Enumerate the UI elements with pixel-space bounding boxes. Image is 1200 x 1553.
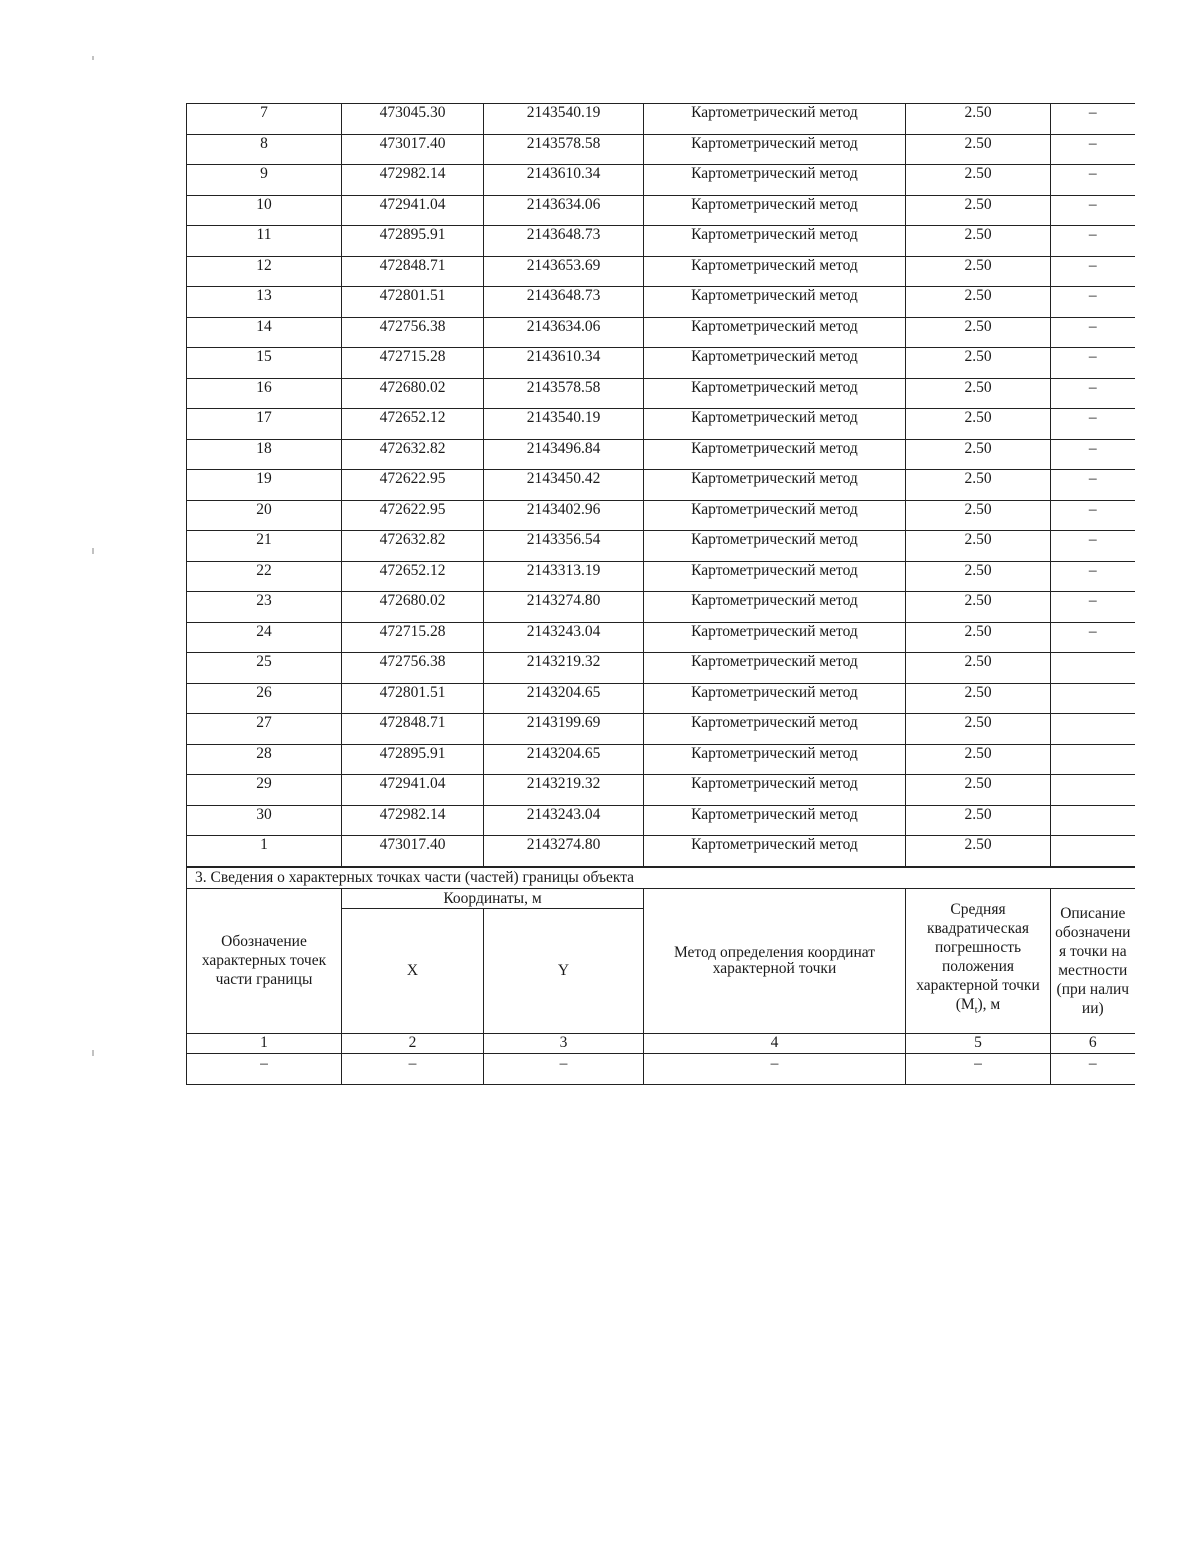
coord-y-cell: 2143634.06 (484, 317, 644, 348)
description-cell: – (1051, 134, 1135, 165)
coord-x-cell: 472848.71 (342, 256, 484, 287)
header-method: Метод определения координат характерной точки (644, 888, 906, 1033)
mean-error-cell: 2.50 (906, 622, 1051, 653)
description-cell: – (1051, 165, 1135, 196)
point-number-cell: 19 (187, 470, 342, 501)
point-number-cell: 11 (187, 226, 342, 257)
point-number-cell: 1 (187, 836, 342, 867)
method-cell: Картометрический метод (644, 104, 906, 135)
coord-y-cell: 2143243.04 (484, 622, 644, 653)
method-cell: Картометрический метод (644, 592, 906, 623)
coord-y-cell: 2143356.54 (484, 531, 644, 562)
mean-error-cell: 2.50 (906, 226, 1051, 257)
coord-y-cell: 2143219.32 (484, 653, 644, 684)
header-y: Y (484, 908, 644, 1033)
mean-error-cell: 2.50 (906, 500, 1051, 531)
description-cell: – (1051, 378, 1135, 409)
coord-y-cell: 2143540.19 (484, 104, 644, 135)
coord-x-cell: 472632.82 (342, 531, 484, 562)
mean-error-cell: 2.50 (906, 378, 1051, 409)
mean-error-cell: 2.50 (906, 104, 1051, 135)
method-cell: Картометрический метод (644, 287, 906, 318)
table-row (187, 195, 1135, 226)
description-cell: – (1051, 470, 1135, 501)
section3-title: 3. Сведения о характерных точках части (частей) границы объекта (187, 867, 1135, 888)
method-cell: Картометрический метод (644, 165, 906, 196)
method-cell: Картометрический метод (644, 500, 906, 531)
section3-table (186, 867, 1135, 1085)
description-cell (1051, 683, 1135, 714)
method-cell: Картометрический метод (644, 653, 906, 684)
table-row (187, 439, 1135, 470)
point-number-cell: 15 (187, 348, 342, 379)
mean-error-cell: 2.50 (906, 653, 1051, 684)
coord-x-cell: 472982.14 (342, 165, 484, 196)
point-number-cell: 21 (187, 531, 342, 562)
point-number-cell: 28 (187, 744, 342, 775)
header-x: X (342, 908, 484, 1033)
coord-x-cell: 472941.04 (342, 775, 484, 806)
coord-x-cell: 472756.38 (342, 653, 484, 684)
method-cell: Картометрический метод (644, 622, 906, 653)
boundary-points-table (186, 103, 1135, 867)
method-cell: Картометрический метод (644, 561, 906, 592)
table-row (187, 836, 1135, 867)
point-number-cell: 17 (187, 409, 342, 440)
description-cell (1051, 775, 1135, 806)
table-row (187, 226, 1135, 257)
coord-y-cell: 2143219.32 (484, 775, 644, 806)
empty-cell: – (187, 1053, 342, 1084)
mean-error-cell: 2.50 (906, 775, 1051, 806)
mean-error-cell: 2.50 (906, 714, 1051, 745)
description-cell: – (1051, 622, 1135, 653)
description-cell: – (1051, 561, 1135, 592)
table-row (187, 775, 1135, 806)
mean-error-cell: 2.50 (906, 409, 1051, 440)
mean-error-cell: 2.50 (906, 256, 1051, 287)
method-cell: Картометрический метод (644, 226, 906, 257)
coord-x-cell: 473017.40 (342, 836, 484, 867)
mean-error-cell: 2.50 (906, 195, 1051, 226)
point-number-cell: 24 (187, 622, 342, 653)
header-coordinates: Координаты, м (342, 888, 644, 908)
empty-cell: – (906, 1053, 1051, 1084)
coord-y-cell: 2143450.42 (484, 470, 644, 501)
point-number-cell: 16 (187, 378, 342, 409)
coord-x-cell: 472715.28 (342, 622, 484, 653)
coord-y-cell: 2143578.58 (484, 378, 644, 409)
coord-x-cell: 472848.71 (342, 714, 484, 745)
point-number-cell: 8 (187, 134, 342, 165)
column-number-3: 3 (484, 1033, 644, 1053)
description-cell: – (1051, 287, 1135, 318)
description-cell: – (1051, 226, 1135, 257)
coord-y-cell: 2143610.34 (484, 348, 644, 379)
mean-error-cell: 2.50 (906, 561, 1051, 592)
point-number-cell: 27 (187, 714, 342, 745)
coord-x-cell: 472622.95 (342, 470, 484, 501)
table-row (187, 378, 1135, 409)
method-cell: Картометрический метод (644, 836, 906, 867)
empty-cell: – (644, 1053, 906, 1084)
table-row (187, 531, 1135, 562)
coord-x-cell: 472895.91 (342, 226, 484, 257)
method-cell: Картометрический метод (644, 134, 906, 165)
table-row (187, 561, 1135, 592)
coord-x-cell: 473045.30 (342, 104, 484, 135)
document-page (186, 103, 1134, 1085)
mean-error-cell: 2.50 (906, 683, 1051, 714)
method-cell: Картометрический метод (644, 805, 906, 836)
table-row (187, 256, 1135, 287)
table-row (187, 714, 1135, 745)
table-row (187, 744, 1135, 775)
point-number-cell: 23 (187, 592, 342, 623)
coord-x-cell: 472680.02 (342, 592, 484, 623)
description-cell: – (1051, 348, 1135, 379)
table-row (187, 317, 1135, 348)
table-row (187, 683, 1135, 714)
coord-y-cell: 2143634.06 (484, 195, 644, 226)
header-point-designation: Обозначение характерных точек части границы (187, 888, 342, 1033)
mean-error-cell: 2.50 (906, 592, 1051, 623)
mean-error-cell: 2.50 (906, 531, 1051, 562)
point-number-cell: 29 (187, 775, 342, 806)
description-cell: – (1051, 439, 1135, 470)
description-cell (1051, 653, 1135, 684)
coord-x-cell: 472756.38 (342, 317, 484, 348)
coord-y-cell: 2143402.96 (484, 500, 644, 531)
method-cell: Картометрический метод (644, 348, 906, 379)
coord-x-cell: 472941.04 (342, 195, 484, 226)
method-cell: Картометрический метод (644, 775, 906, 806)
description-cell: – (1051, 104, 1135, 135)
header-mean-error-text: Средняя квадратическая погрешность положения характерной точки (M (916, 901, 1040, 1014)
coord-y-cell: 2143496.84 (484, 439, 644, 470)
table-row (187, 165, 1135, 196)
description-cell: – (1051, 195, 1135, 226)
table-row (187, 287, 1135, 318)
header-mean-error-suffix: ), м (977, 996, 1001, 1014)
method-cell: Картометрический метод (644, 683, 906, 714)
method-cell: Картометрический метод (644, 317, 906, 348)
column-number-4: 4 (644, 1033, 906, 1053)
coord-x-cell: 473017.40 (342, 134, 484, 165)
coord-x-cell: 472622.95 (342, 500, 484, 531)
point-number-cell: 20 (187, 500, 342, 531)
scan-speck (92, 56, 94, 60)
point-number-cell: 22 (187, 561, 342, 592)
coord-y-cell: 2143204.65 (484, 744, 644, 775)
point-number-cell: 10 (187, 195, 342, 226)
coord-y-cell: 2143274.80 (484, 592, 644, 623)
column-number-5: 5 (906, 1033, 1051, 1053)
table-row (187, 653, 1135, 684)
column-number-1: 1 (187, 1033, 342, 1053)
header-mean-error (906, 888, 1051, 1033)
point-number-cell: 25 (187, 653, 342, 684)
method-cell: Картометрический метод (644, 531, 906, 562)
description-cell: – (1051, 256, 1135, 287)
header-point-description: Описание обозначения точки на местности (при наличии) (1051, 888, 1135, 1033)
scan-speck (92, 548, 94, 554)
method-cell: Картометрический метод (644, 744, 906, 775)
description-cell (1051, 836, 1135, 867)
table-row (187, 805, 1135, 836)
description-cell (1051, 744, 1135, 775)
coord-x-cell: 472801.51 (342, 683, 484, 714)
description-cell: – (1051, 409, 1135, 440)
method-cell: Картометрический метод (644, 378, 906, 409)
coord-x-cell: 472982.14 (342, 805, 484, 836)
description-cell (1051, 805, 1135, 836)
description-cell: – (1051, 317, 1135, 348)
mean-error-cell: 2.50 (906, 744, 1051, 775)
method-cell: Картометрический метод (644, 470, 906, 501)
coord-y-cell: 2143653.69 (484, 256, 644, 287)
mean-error-cell: 2.50 (906, 317, 1051, 348)
coord-x-cell: 472680.02 (342, 378, 484, 409)
description-cell (1051, 714, 1135, 745)
coord-x-cell: 472715.28 (342, 348, 484, 379)
boundary-points-body (187, 104, 1135, 867)
table-row (187, 500, 1135, 531)
table-row (187, 348, 1135, 379)
method-cell: Картометрический метод (644, 256, 906, 287)
description-cell: – (1051, 531, 1135, 562)
mean-error-cell: 2.50 (906, 439, 1051, 470)
column-number-2: 2 (342, 1033, 484, 1053)
empty-cell: – (1051, 1053, 1135, 1084)
coord-y-cell: 2143243.04 (484, 805, 644, 836)
coord-x-cell: 472632.82 (342, 439, 484, 470)
coord-x-cell: 472801.51 (342, 287, 484, 318)
coord-y-cell: 2143313.19 (484, 561, 644, 592)
mean-error-cell: 2.50 (906, 165, 1051, 196)
coord-y-cell: 2143540.19 (484, 409, 644, 440)
table-row (187, 470, 1135, 501)
method-cell: Картометрический метод (644, 409, 906, 440)
empty-cell: – (342, 1053, 484, 1084)
point-number-cell: 30 (187, 805, 342, 836)
point-number-cell: 13 (187, 287, 342, 318)
table-row (187, 622, 1135, 653)
mean-error-cell: 2.50 (906, 470, 1051, 501)
coord-x-cell: 472895.91 (342, 744, 484, 775)
coord-y-cell: 2143204.65 (484, 683, 644, 714)
point-number-cell: 12 (187, 256, 342, 287)
description-cell: – (1051, 592, 1135, 623)
coord-y-cell: 2143578.58 (484, 134, 644, 165)
point-number-cell: 26 (187, 683, 342, 714)
table-row (187, 104, 1135, 135)
method-cell: Картометрический метод (644, 714, 906, 745)
description-cell: – (1051, 500, 1135, 531)
coord-y-cell: 2143648.73 (484, 226, 644, 257)
table-row (187, 592, 1135, 623)
method-cell: Картометрический метод (644, 439, 906, 470)
mean-error-cell: 2.50 (906, 287, 1051, 318)
coord-x-cell: 472652.12 (342, 561, 484, 592)
column-number-6: 6 (1051, 1033, 1135, 1053)
coord-y-cell: 2143610.34 (484, 165, 644, 196)
mean-error-cell: 2.50 (906, 348, 1051, 379)
coord-x-cell: 472652.12 (342, 409, 484, 440)
table-row (187, 409, 1135, 440)
mean-error-cell: 2.50 (906, 836, 1051, 867)
mean-error-cell: 2.50 (906, 134, 1051, 165)
table-row (187, 134, 1135, 165)
scan-speck (92, 1050, 94, 1056)
method-cell: Картометрический метод (644, 195, 906, 226)
point-number-cell: 14 (187, 317, 342, 348)
mean-error-cell: 2.50 (906, 805, 1051, 836)
coord-y-cell: 2143199.69 (484, 714, 644, 745)
point-number-cell: 18 (187, 439, 342, 470)
empty-cell: – (484, 1053, 644, 1084)
coord-y-cell: 2143274.80 (484, 836, 644, 867)
point-number-cell: 9 (187, 165, 342, 196)
header-mean-error-sub: t (974, 1005, 978, 1017)
coord-y-cell: 2143648.73 (484, 287, 644, 318)
point-number-cell: 7 (187, 104, 342, 135)
